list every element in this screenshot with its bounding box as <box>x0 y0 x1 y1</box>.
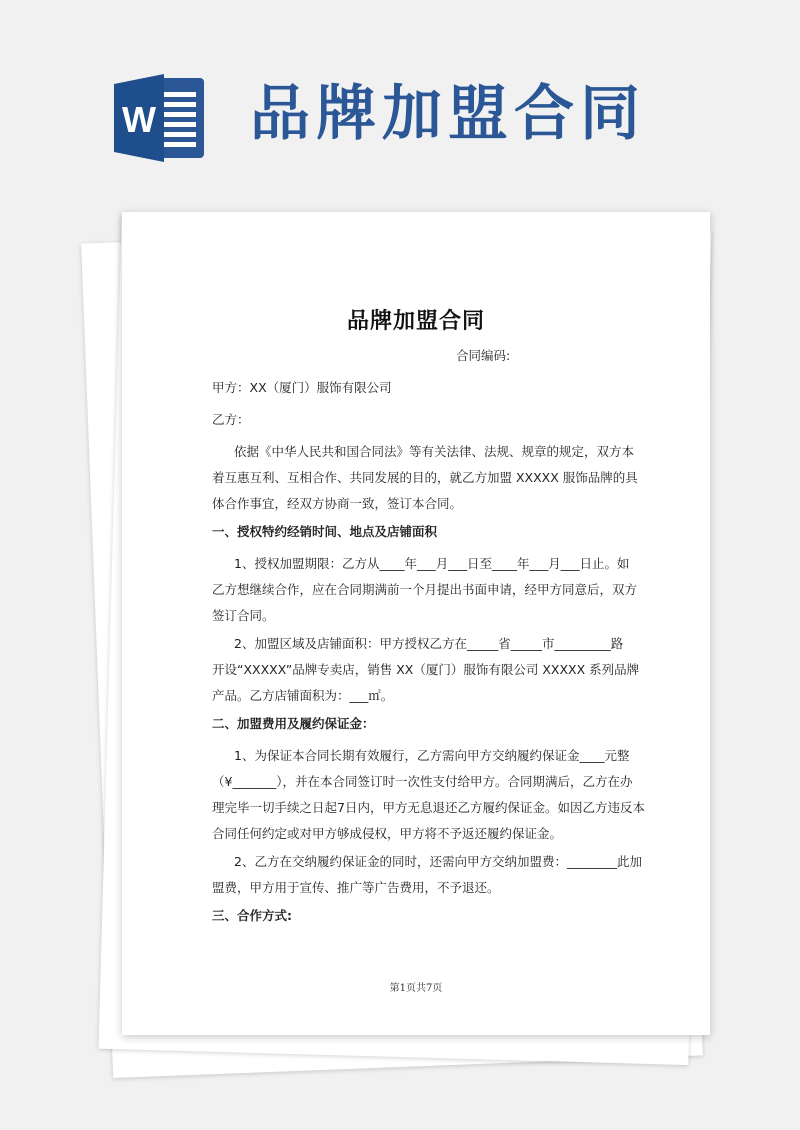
section-2-heading: 二、加盟费用及履约保证金： <box>212 716 375 731</box>
clause-line: 盟费，甲方用于宣传、推广等广告费用，不予退还。 <box>212 880 500 895</box>
document-title: 品牌加盟合同 <box>346 309 485 334</box>
clause-line: 合同任何约定或对甲方够成侵权，甲方将不予返还履约保证金。 <box>212 826 563 841</box>
party-a: 甲方：XX（厦门）服饰有限公司 <box>212 380 392 395</box>
clause-line: （¥_______），并在本合同签订时一次性支付给甲方。合同期满后，乙方在办 <box>212 774 633 789</box>
section-1-heading: 一、授权特约经销时间、地点及店铺面积 <box>212 524 438 539</box>
clause-line: 开设“XXXXX”品牌专卖店，销售 XX（厦门）服饰有限公司 XXXXX 系列品牌 <box>212 662 640 677</box>
clause-line: 1、授权加盟期限：乙方从____年___月___日至____年___月___日止。如 <box>234 556 630 571</box>
clause-line: 2、乙方在交纳履约保证金的同时，还需向甲方交纳加盟费：________此加 <box>234 854 642 869</box>
intro-line: 着互惠互利、互相合作、共同发展的目的，就乙方加盟 XXXXX 服饰品牌的具 <box>212 470 638 485</box>
header-title: 品牌加盟合同 <box>250 79 646 149</box>
word-icon-letter: W <box>122 99 156 140</box>
word-document-icon <box>110 68 210 168</box>
clause-line: 1、为保证本合同长期有效履行，乙方需向甲方交纳履约保证金____元整 <box>234 748 630 763</box>
intro-line: 体合作事宜，经双方协商一致，签订本合同。 <box>212 496 463 511</box>
party-b: 乙方： <box>212 412 250 427</box>
clause-line: 签订合同。 <box>212 608 275 623</box>
clause-line: 产品。乙方店铺面积为：___㎡。 <box>212 688 394 703</box>
document-page <box>122 212 710 1035</box>
clause-line: 2、加盟区域及店铺面积：甲方授权乙方在_____省_____市_________路 <box>234 636 624 651</box>
page-number-footer: 第1页共7页 <box>389 983 443 994</box>
section-3-heading: 三、合作方式: <box>212 908 292 923</box>
contract-number-label: 合同编码: <box>456 348 511 363</box>
header-banner <box>0 0 800 200</box>
clause-line: 理完毕一切手续之日起7日内，甲方无息退还乙方履约保证金。如因乙方违反本 <box>212 800 645 815</box>
intro-line: 依据《中华人民共和国合同法》等有关法律、法规、规章的规定，双方本 <box>234 444 635 459</box>
clause-line: 乙方想继续合作，应在合同期满前一个月提出书面申请，经甲方同意后，双方 <box>212 582 638 597</box>
